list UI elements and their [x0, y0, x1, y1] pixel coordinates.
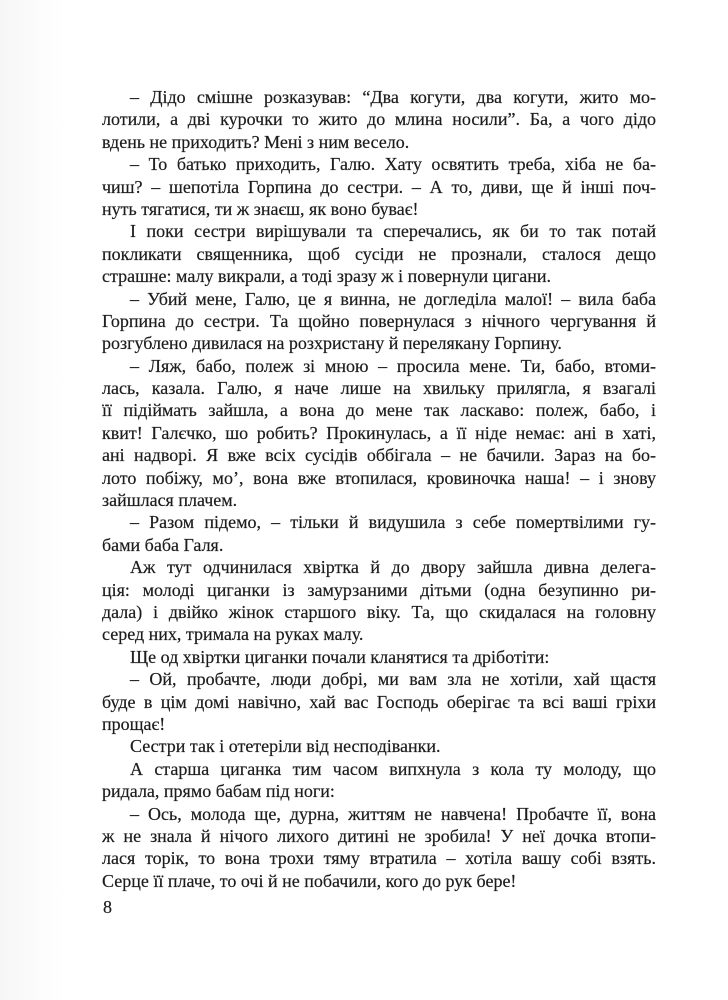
text-line: прощає! — [102, 713, 166, 734]
text-line: – Убий мене, Галю, це я винна, не догледіла малої! – вила баба — [130, 288, 656, 309]
text-line: А старша циганка тим часом випхнула з кола ту молоду, що — [130, 758, 656, 779]
text-line: Сестри так і отетеріли від несподіванки. — [130, 736, 441, 757]
text-line: ані надворі. Я вже всіх сусідів оббігала – не бачили. Зараз на бо- — [102, 445, 656, 466]
text-line: – Ляж, бабо, полеж зі мною – просила мене. Ти, бабо, втоми- — [130, 355, 656, 376]
text-line: бами баба Галя. — [102, 534, 224, 555]
text-line: лася торік, то вона трохи тяму втратила – хотіла вашу собі взять. — [102, 848, 656, 869]
text-block — [102, 86, 656, 892]
text-line: – Разом підемо, – тільки й видушила з себе помертвілими гу- — [130, 512, 656, 533]
text-line: Серце її плаче, то очі й не побачили, кого до рук бере! — [102, 870, 517, 891]
text-line: лотили, а дві курочки то жито до млина носили”. Ба, а чого дідо — [102, 109, 656, 130]
text-line: ж не знала й нічого лихого дитині не зробила! У неї дочка втопи- — [102, 825, 656, 846]
text-line: дала) і двійко жінок старшого віку. Та, що скидалася на головну — [102, 601, 656, 622]
text-line: розгублено дивилася на розхристану й перелякану Горпину. — [102, 333, 562, 354]
text-line: її підіймать зайшла, а вона до мене так ласкаво: полеж, бабо, і — [102, 400, 656, 421]
text-line: лась, казала. Галю, я наче лише на хвильку прилягла, я взагалі — [102, 378, 656, 399]
text-line: страшне: малу викрали, а тоді зразу ж і повернули цигани. — [102, 266, 551, 287]
text-line: – Ой, пробачте, люди добрі, ми вам зла не хотіли, хай щастя — [130, 669, 656, 690]
text-line: нуть тягатися, ти ж знаєш, як воно буває! — [102, 198, 419, 219]
text-line: – Дідо смішне розказував: “Два когути, два когути, жито мо- — [130, 87, 656, 107]
text-line: зайшлася плачем. — [102, 490, 238, 511]
text-line: покликати священника, щоб сусіди не прознали, сталося дещо — [102, 243, 656, 264]
text-line: лото побіжу, мо’, вона вже втопилася, кровиночка наша! – і знову — [102, 467, 656, 488]
text-line: – То батько приходить, Галю. Хату освятить треба, хіба не ба- — [130, 154, 656, 175]
text-line: чиш? – шепотіла Горпина до сестри. – А то, диви, ще й інші поч- — [102, 176, 656, 197]
text-line: Ще од хвіртки циганки почали кланятися та дріботіти: — [130, 646, 550, 667]
text-line: – Ось, молода ще, дурна, життям не навчена! Пробачте її, вона — [130, 803, 656, 824]
text-line: Аж тут одчинилася хвіртка й до двору зайшла дивна делега- — [130, 557, 656, 578]
page-number: 8 — [103, 897, 112, 917]
text-line: квит! Галєчко, шо робить? Прокинулась, а її ніде немає: ані в хаті, — [102, 422, 656, 443]
text-line: серед них, тримала на руках малу. — [102, 624, 364, 645]
text-line: ція: молоді циганки із замурзаними дітьми (одна безупинно ри- — [102, 579, 656, 600]
text-line: Горпина до сестри. Та щойно повернулася з нічного чергування й — [102, 310, 656, 331]
text-line: І поки сестри вирішували та сперечались, як би то так потай — [130, 221, 656, 242]
text-line: ридала, прямо бабам під ноги: — [102, 781, 335, 802]
text-line: буде в цім домі навічно, хай вас Господь оберігає та всі ваші гріхи — [102, 691, 656, 712]
text-line: вдень не приходить? Мені з ним весело. — [102, 131, 410, 152]
